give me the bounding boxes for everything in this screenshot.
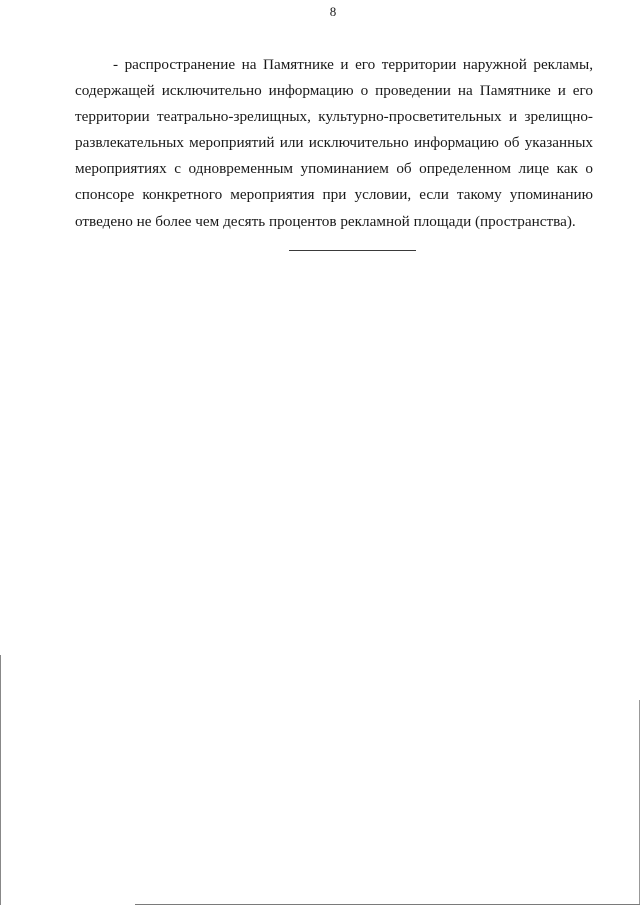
paragraph-line: мероприятиях с одновременным упоминанием об определенном лице как о xyxy=(75,160,593,178)
scan-edge-left xyxy=(0,655,1,905)
paragraph-line: территории театрально-зрелищных, культурно-просветительных и зрелищно- xyxy=(75,108,593,126)
paragraph-line: спонсоре конкретного мероприятия при условии, если такому упоминанию xyxy=(75,186,593,204)
paragraph-line: - распространение на Памятнике и его территории наружной рекламы, xyxy=(113,56,593,73)
paragraph-line: развлекательных мероприятий или исключительно информацию об указанных xyxy=(75,134,593,152)
body-paragraph xyxy=(75,52,593,235)
paragraph-line: содержащей исключительно информацию о проведении на Памятнике и его xyxy=(75,82,593,100)
page-number: 8 xyxy=(329,4,337,19)
paragraph-line: отведено не более чем десять процентов рекламной площади (пространства). xyxy=(75,212,576,230)
closing-rule xyxy=(289,250,416,251)
